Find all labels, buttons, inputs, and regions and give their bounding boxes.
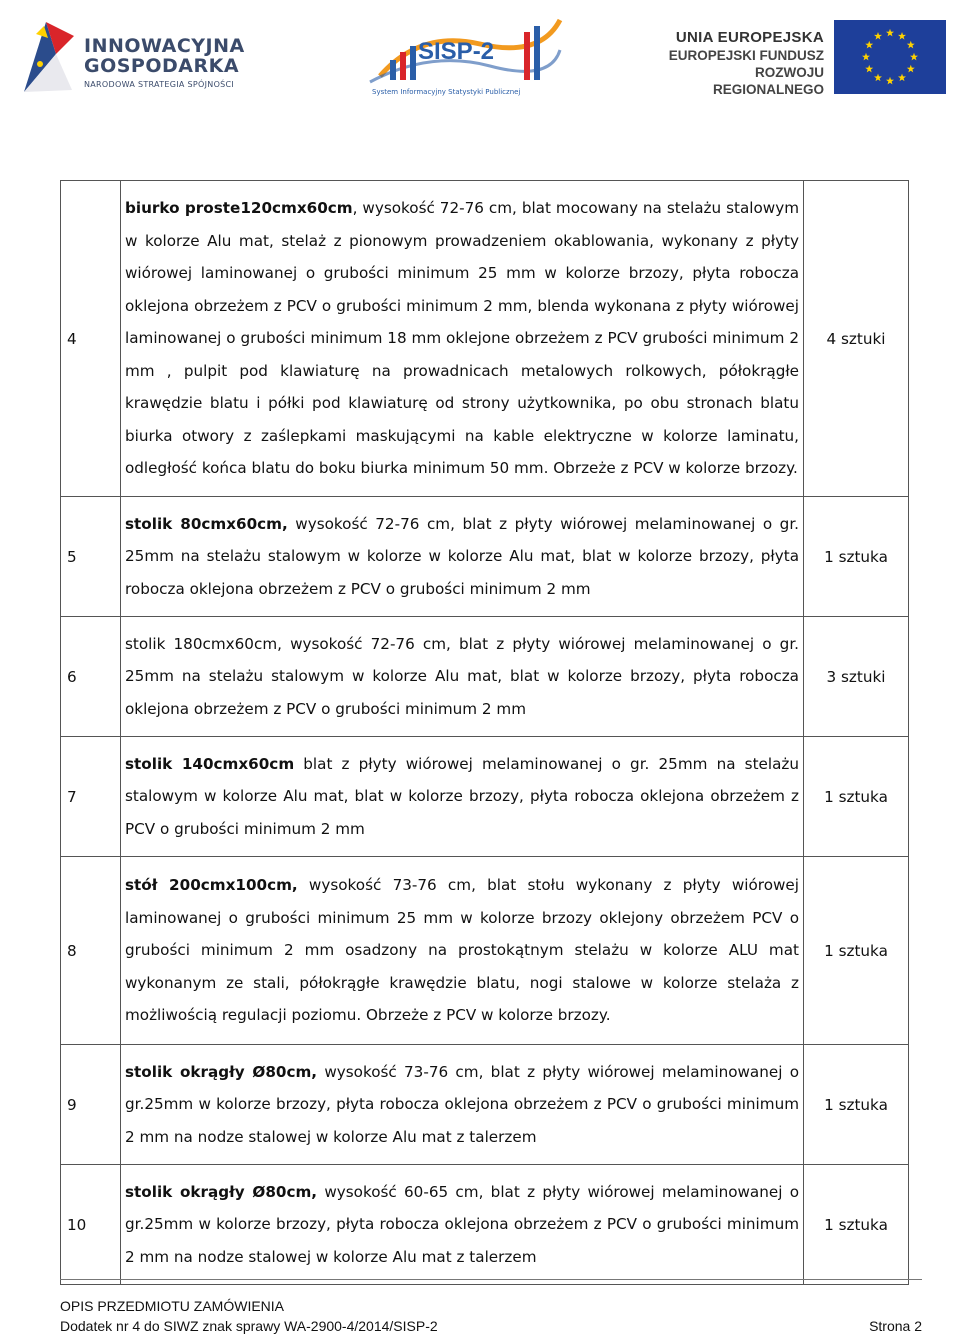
item-name: stolik 80cmx60cm, bbox=[125, 514, 288, 533]
item-description bbox=[121, 181, 804, 497]
sisp-2-subtitle: System Informacyjny Statystyki Publicznej bbox=[372, 88, 521, 96]
item-name: stolik okrągły Ø80cm, bbox=[125, 1062, 318, 1081]
item-quantity: 1 sztuka bbox=[804, 497, 909, 617]
item-quantity: 1 sztuka bbox=[804, 737, 909, 857]
footer-reference: Dodatek nr 4 do SIWZ znak sprawy WA-2900-4/2014/SISP-2 bbox=[60, 1318, 438, 1334]
eu-logo-text: UNIA EUROPEJSKA EUROPEJSKI FUNDUSZ ROZWOJU REGIONALNEGO bbox=[668, 29, 824, 97]
item-quantity: 1 sztuka bbox=[804, 1045, 909, 1165]
footer-reference-line bbox=[60, 1318, 922, 1334]
item-number: 7 bbox=[61, 737, 121, 857]
item-description bbox=[121, 857, 804, 1045]
innowacyjna-gospodarka-title: INNOWACYJNA GOSPODARKA bbox=[84, 35, 245, 77]
item-quantity: 3 sztuki bbox=[804, 617, 909, 737]
sisp-2-logo bbox=[360, 10, 570, 104]
item-quantity: 4 sztuki bbox=[804, 181, 909, 497]
footer-title: OPIS PRZEDMIOTU ZAMÓWIENIA bbox=[60, 1298, 285, 1314]
item-specification: wysokość 60-65 cm, blat z płyty wiórowej melaminowanej o gr.25mm w kolorze brzozy, płyta robocza oklejona obrzeżem z PCV o grubości minimum 2 mm na nodze stalowej w kolorze Alu mat z talerzem bbox=[125, 1182, 799, 1266]
item-description bbox=[121, 497, 804, 617]
table-row bbox=[61, 497, 909, 617]
item-specification: , wysokość 72-76 cm, blat mocowany na stelażu stalowym w kolorze Alu mat, stelaż z pionowym prowadzeniem okablowania, wykonany z płyty wiórowej laminowanej o grubości minimum 25 mm w kolorze brzozy, płyta robocza oklejona obrzeżem z PCV o grubości minimum 2 mm, blenda wykonana z płyty wiórowej laminowanej o grubości minimum 18 mm oklejone obrzeżem z PCV grubości minimum 2 mm , pulpit pod klawiaturę na prowadnicach metalowych rolkowych, półokrągłe krawędzie blatu i półki pod klawiaturę od strony użytkownika, po obu stronach blatu biurka otwory z zaślepkami maskującymi na kable elektryczne w kolorze laminatu, odległość końca blatu do boku biurka minimum 50 mm. Obrzeże z PCV w kolorze brzozy. bbox=[125, 199, 800, 478]
eu-flag-icon bbox=[834, 20, 946, 94]
item-name: stolik 140cmx60cm bbox=[125, 754, 295, 773]
item-name: stół 200cmx100cm, bbox=[125, 876, 298, 895]
item-name: biurko proste120cmx60cm bbox=[125, 199, 353, 218]
item-specification: blat z płyty wiórowej melaminowanej o gr. 25mm na stelażu stalowym w kolorze Alu mat, blat w kolorze brzozy, płyta robocza oklejona obrzeżem z PCV o grubości minimum 2 mm bbox=[125, 754, 799, 838]
table-row bbox=[61, 1045, 909, 1165]
item-description bbox=[121, 617, 804, 737]
table-row bbox=[61, 857, 909, 1045]
table-row bbox=[61, 181, 909, 497]
item-number: 4 bbox=[61, 181, 121, 497]
item-description bbox=[121, 737, 804, 857]
footer-divider bbox=[60, 1279, 922, 1280]
item-quantity: 1 sztuka bbox=[804, 857, 909, 1045]
page-number: Strona 2 bbox=[869, 1318, 922, 1334]
innowacyjna-gospodarka-subtitle: NARODOWA STRATEGIA SPÓJNOŚCI bbox=[84, 80, 235, 89]
item-number: 8 bbox=[61, 857, 121, 1045]
item-number: 9 bbox=[61, 1045, 121, 1165]
eu-logo bbox=[648, 20, 946, 97]
item-specification: stolik 180cmx60cm, wysokość 72-76 cm, blat z płyty wiórowej melaminowanej o gr. 25mm na stelażu stalowym w kolorze Alu mat, blat w kolorze brzozy, płyta robocza oklejona obrzeżem z PCV o grubości minimum 2 mm bbox=[125, 634, 799, 718]
item-quantity: 1 sztuka bbox=[804, 1165, 909, 1285]
item-specification: wysokość 73-76 cm, blat stołu wykonany z płyty wiórowej laminowanej o grubości minimum 25 mm w kolorze brzozy oklejony obrzeżem PCV o grubości minimum 2 mm osadzony na prostokątnym stelażu w kolorze ALU mat wykonanym ze stali, półokrągłe krawędzie blatu, nogi stalowe w kolorze stelaża z możliwością regulacji poziomu. Obrzeże z PCV w kolorze brzozy. bbox=[125, 876, 799, 1025]
sisp-2-title: SISP-2 bbox=[418, 38, 495, 65]
item-description bbox=[121, 1045, 804, 1165]
item-number: 10 bbox=[61, 1165, 121, 1285]
item-description bbox=[121, 1165, 804, 1285]
innowacyjna-gospodarka-logo bbox=[16, 14, 256, 98]
table-row bbox=[61, 617, 909, 737]
item-name: stolik okrągły Ø80cm, bbox=[125, 1182, 318, 1201]
item-number: 5 bbox=[61, 497, 121, 617]
innowacyjna-gospodarka-emblem bbox=[16, 14, 80, 98]
table-row bbox=[61, 1165, 909, 1285]
item-number: 6 bbox=[61, 617, 121, 737]
item-specification: wysokość 72-76 cm, blat z płyty wiórowej melaminowanej o gr. 25mm na stelażu stalowym w kolorze w kolorze Alu mat, blat w kolorze brzozy, płyta robocza oklejona obrzeżem z PCV o grubości minimum 2 mm bbox=[125, 514, 799, 598]
item-specification: wysokość 73-76 cm, blat z płyty wiórowej melaminowanej o gr.25mm w kolorze brzozy, płyta robocza oklejona obrzeżem z PCV o grubości minimum 2 mm na nodze stalowej w kolorze Alu mat z talerzem bbox=[125, 1062, 799, 1146]
table-row bbox=[61, 737, 909, 857]
items-table bbox=[60, 180, 909, 1285]
